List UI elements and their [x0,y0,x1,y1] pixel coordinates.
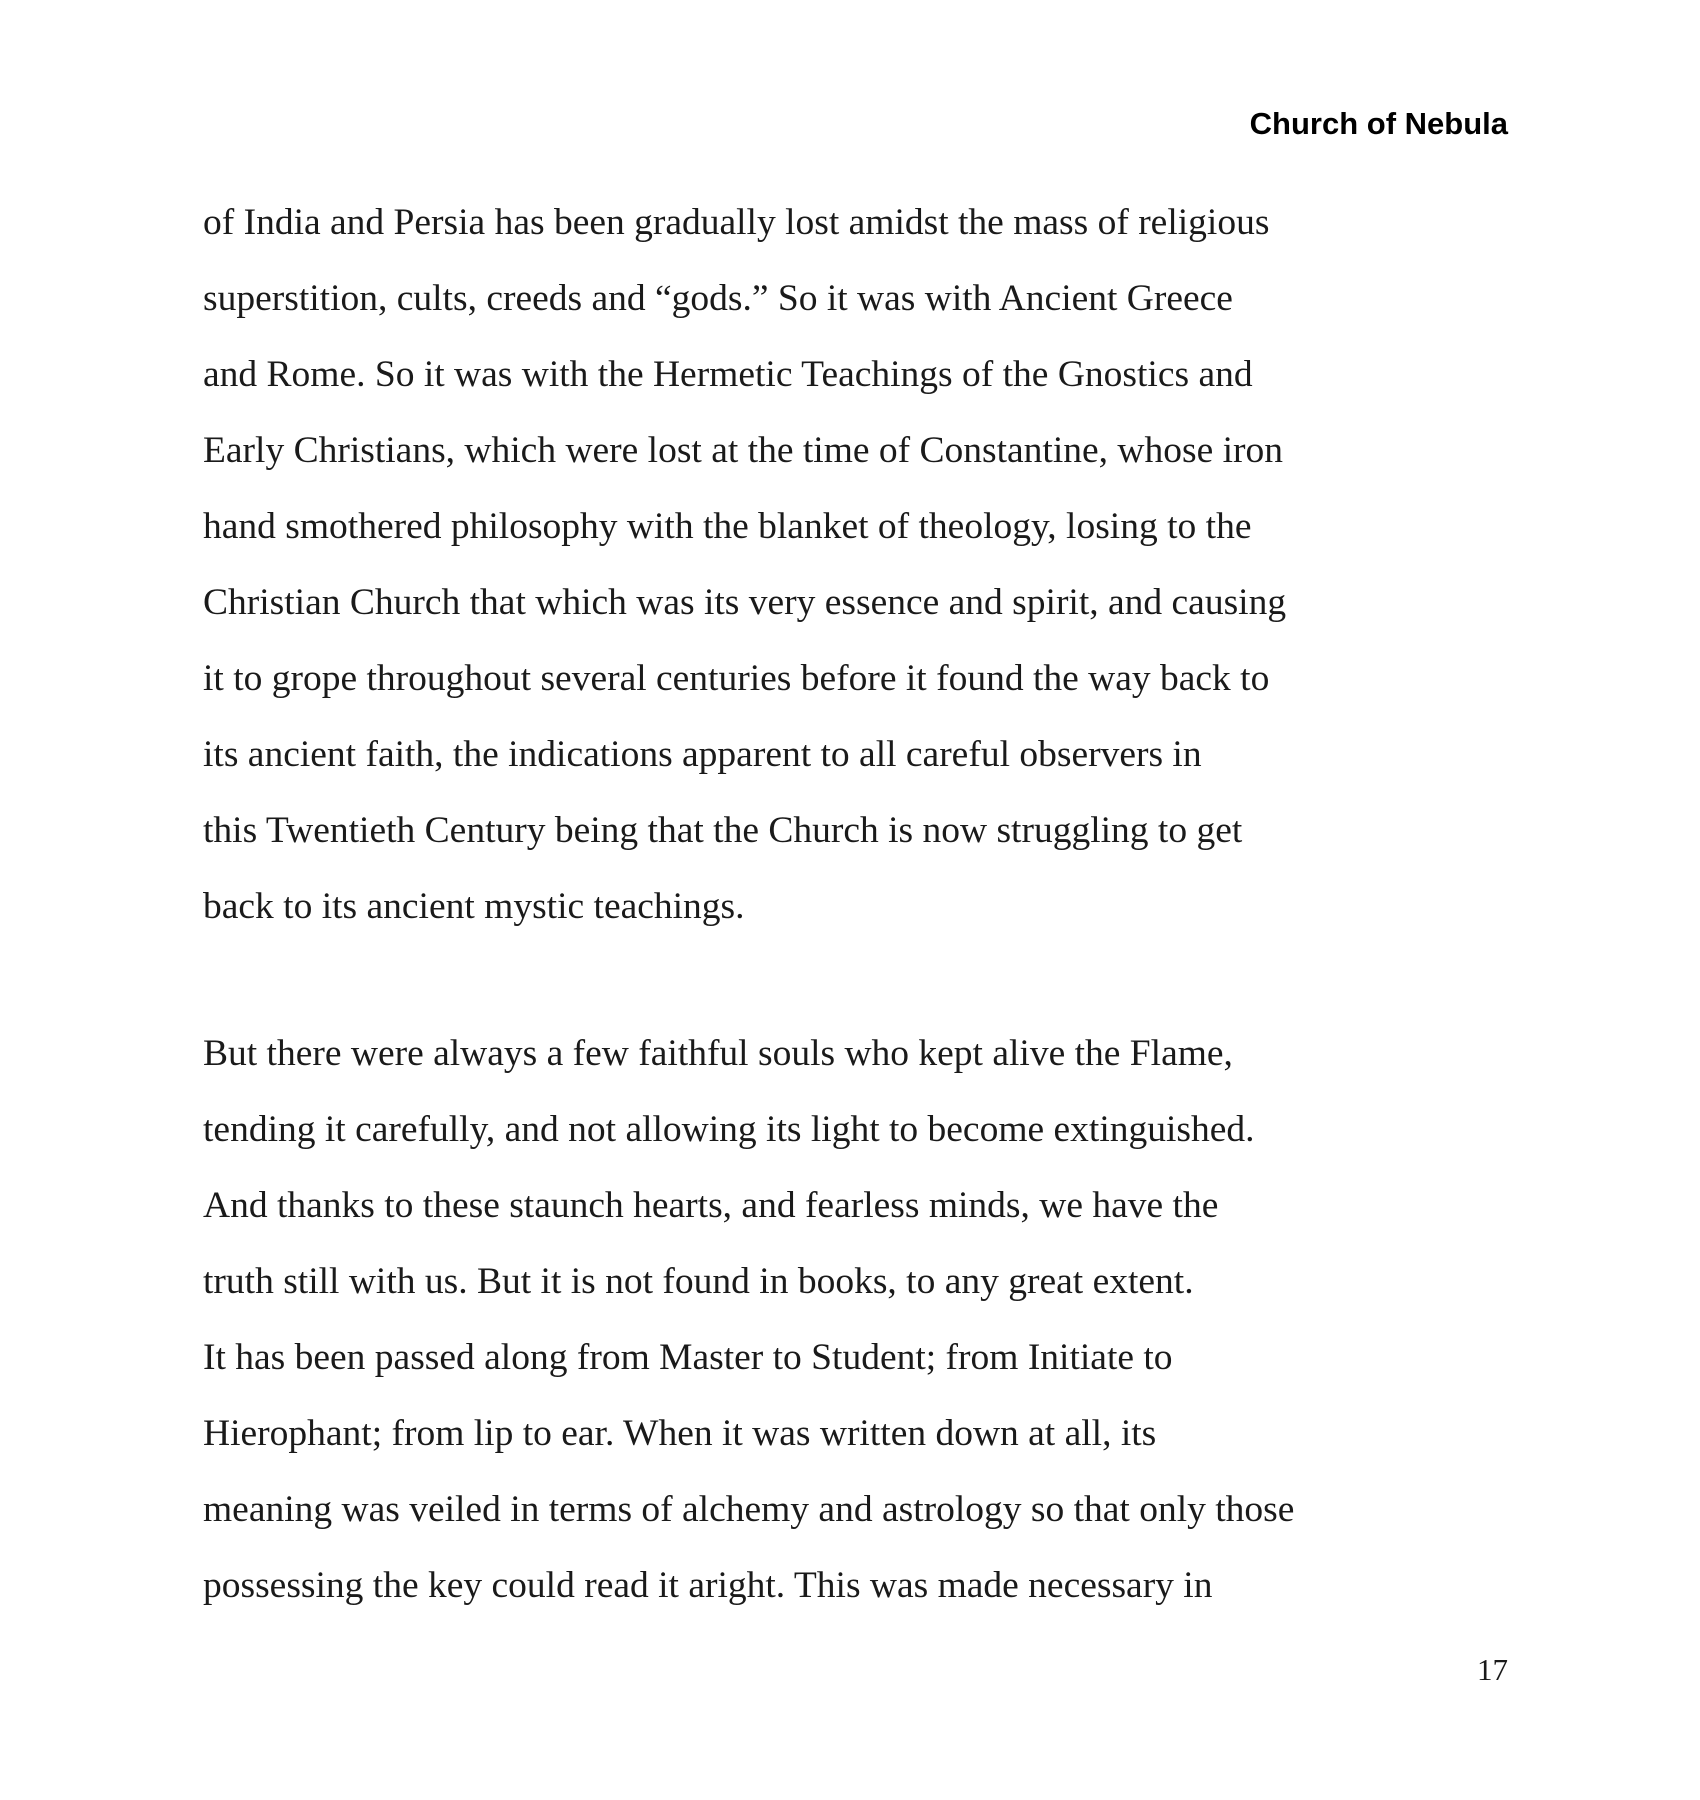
text-line: tending it carefully, and not allowing its light to become extinguished. [203,1109,1255,1150]
text-line: of India and Persia has been gradually lost amidst the mass of religious [203,202,1270,243]
text-line: superstition, cults, creeds and “gods.” So it was with Ancient Greece [203,278,1233,319]
text-line: and Rome. So it was with the Hermetic Teachings of the Gnostics and [203,354,1253,395]
running-header: Church of Nebula [1249,106,1508,141]
text-line: But there were always a few faithful souls who kept alive the Flame, [203,1033,1233,1074]
text-line: possessing the key could read it aright. This was made necessary in [203,1565,1213,1606]
text-line: Early Christians, which were lost at the time of Constantine, whose iron [203,430,1283,471]
text-line: Christian Church that which was its very essence and spirit, and causing [203,582,1287,623]
text-line: this Twentieth Century being that the Church is now struggling to get [203,810,1243,851]
text-line: meaning was veiled in terms of alchemy and astrology so that only those [203,1489,1295,1530]
text-line: It has been passed along from Master to Student; from Initiate to [203,1337,1173,1378]
body-paragraph-1 [203,185,1286,945]
text-line: back to its ancient mystic teachings. [203,886,745,927]
text-line: it to grope throughout several centuries before it found the way back to [203,658,1270,699]
text-line: truth still with us. But it is not found in books, to any great extent. [203,1261,1194,1302]
text-line: Hierophant; from lip to ear. When it was written down at all, its [203,1413,1157,1454]
text-line: hand smothered philosophy with the blanket of theology, losing to the [203,506,1252,547]
body-paragraph-2 [203,1016,1294,1624]
page-number: 17 [1477,1652,1508,1687]
text-line: And thanks to these staunch hearts, and fearless minds, we have the [203,1185,1219,1226]
text-line: its ancient faith, the indications apparent to all careful observers in [203,734,1202,775]
